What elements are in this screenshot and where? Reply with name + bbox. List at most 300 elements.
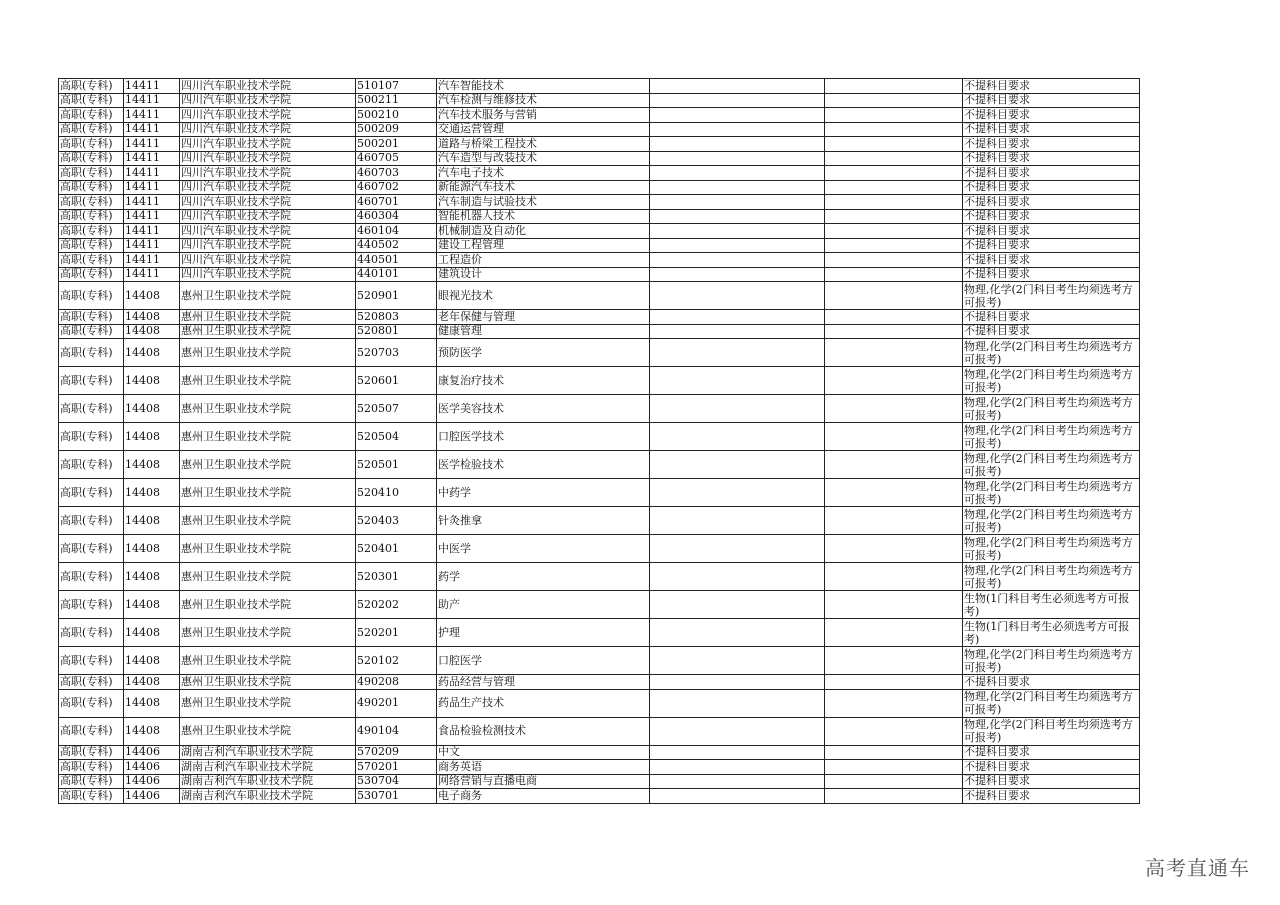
major-name-cell: 康复治疗技术 xyxy=(437,367,650,395)
table-row xyxy=(59,774,1140,789)
table-row xyxy=(59,789,1140,804)
table-row xyxy=(59,689,1140,717)
table-row xyxy=(59,324,1140,339)
major-code-cell: 490201 xyxy=(356,689,437,717)
level-cell: 高职(专科) xyxy=(59,745,124,760)
school-name-cell: 四川汽车职业技术学院 xyxy=(180,137,356,152)
school-name-cell: 四川汽车职业技术学院 xyxy=(180,122,356,137)
blank-cell xyxy=(825,93,963,108)
major-name-cell: 眼视光技术 xyxy=(437,282,650,310)
blank-cell xyxy=(650,310,825,325)
subject-requirement-cell: 不提科目要求 xyxy=(963,79,1140,94)
school-name-cell: 湖南吉利汽车职业技术学院 xyxy=(180,789,356,804)
table-row xyxy=(59,647,1140,675)
school-code-cell: 14411 xyxy=(124,166,180,181)
level-cell: 高职(专科) xyxy=(59,717,124,745)
school-name-cell: 惠州卫生职业技术学院 xyxy=(180,563,356,591)
level-cell: 高职(专科) xyxy=(59,563,124,591)
blank-cell xyxy=(825,238,963,253)
level-cell: 高职(专科) xyxy=(59,367,124,395)
table-row xyxy=(59,238,1140,253)
blank-cell xyxy=(650,423,825,451)
subject-requirement-cell: 物理,化学(2门科目考生均须选考方可报考) xyxy=(963,395,1140,423)
blank-cell xyxy=(650,122,825,137)
school-name-cell: 惠州卫生职业技术学院 xyxy=(180,689,356,717)
blank-cell xyxy=(825,774,963,789)
major-code-cell: 460104 xyxy=(356,224,437,239)
blank-cell xyxy=(650,151,825,166)
school-name-cell: 四川汽车职业技术学院 xyxy=(180,267,356,282)
major-code-cell: 460702 xyxy=(356,180,437,195)
level-cell: 高职(专科) xyxy=(59,423,124,451)
major-code-cell: 460304 xyxy=(356,209,437,224)
blank-cell xyxy=(825,535,963,563)
school-name-cell: 四川汽车职业技术学院 xyxy=(180,93,356,108)
subject-requirement-cell: 不提科目要求 xyxy=(963,745,1140,760)
school-name-cell: 惠州卫生职业技术学院 xyxy=(180,395,356,423)
major-name-cell: 网络营销与直播电商 xyxy=(437,774,650,789)
blank-cell xyxy=(825,563,963,591)
school-name-cell: 四川汽车职业技术学院 xyxy=(180,195,356,210)
table-row xyxy=(59,760,1140,775)
blank-cell xyxy=(825,137,963,152)
school-code-cell: 14411 xyxy=(124,180,180,195)
blank-cell xyxy=(650,195,825,210)
blank-cell xyxy=(650,108,825,123)
major-name-cell: 商务英语 xyxy=(437,760,650,775)
school-name-cell: 惠州卫生职业技术学院 xyxy=(180,647,356,675)
school-name-cell: 湖南吉利汽车职业技术学院 xyxy=(180,760,356,775)
level-cell: 高职(专科) xyxy=(59,760,124,775)
school-code-cell: 14408 xyxy=(124,563,180,591)
school-name-cell: 四川汽车职业技术学院 xyxy=(180,166,356,181)
major-name-cell: 交通运营管理 xyxy=(437,122,650,137)
blank-cell xyxy=(650,282,825,310)
blank-cell xyxy=(650,93,825,108)
subject-requirement-cell: 不提科目要求 xyxy=(963,166,1140,181)
major-code-cell: 520501 xyxy=(356,451,437,479)
subject-requirement-cell: 不提科目要求 xyxy=(963,238,1140,253)
level-cell: 高职(专科) xyxy=(59,282,124,310)
school-name-cell: 湖南吉利汽车职业技术学院 xyxy=(180,774,356,789)
school-name-cell: 惠州卫生职业技术学院 xyxy=(180,675,356,690)
major-code-cell: 520301 xyxy=(356,563,437,591)
blank-cell xyxy=(825,689,963,717)
school-code-cell: 14408 xyxy=(124,451,180,479)
major-name-cell: 电子商务 xyxy=(437,789,650,804)
blank-cell xyxy=(825,79,963,94)
school-code-cell: 14411 xyxy=(124,209,180,224)
subject-requirement-cell: 物理,化学(2门科目考生均须选考方可报考) xyxy=(963,563,1140,591)
school-code-cell: 14408 xyxy=(124,479,180,507)
blank-cell xyxy=(650,675,825,690)
blank-cell xyxy=(650,591,825,619)
school-name-cell: 四川汽车职业技术学院 xyxy=(180,180,356,195)
school-code-cell: 14408 xyxy=(124,339,180,367)
blank-cell xyxy=(825,647,963,675)
school-code-cell: 14411 xyxy=(124,137,180,152)
blank-cell xyxy=(825,195,963,210)
blank-cell xyxy=(650,209,825,224)
major-name-cell: 道路与桥梁工程技术 xyxy=(437,137,650,152)
blank-cell xyxy=(650,367,825,395)
table-row xyxy=(59,166,1140,181)
blank-cell xyxy=(650,451,825,479)
level-cell: 高职(专科) xyxy=(59,774,124,789)
blank-cell xyxy=(825,789,963,804)
blank-cell xyxy=(650,507,825,535)
table-row xyxy=(59,195,1140,210)
blank-cell xyxy=(650,238,825,253)
school-name-cell: 惠州卫生职业技术学院 xyxy=(180,717,356,745)
subject-requirement-cell: 不提科目要求 xyxy=(963,151,1140,166)
school-name-cell: 惠州卫生职业技术学院 xyxy=(180,423,356,451)
table-row xyxy=(59,507,1140,535)
major-code-cell: 520601 xyxy=(356,367,437,395)
table-row xyxy=(59,267,1140,282)
school-name-cell: 惠州卫生职业技术学院 xyxy=(180,324,356,339)
level-cell: 高职(专科) xyxy=(59,789,124,804)
school-code-cell: 14408 xyxy=(124,717,180,745)
level-cell: 高职(专科) xyxy=(59,151,124,166)
school-name-cell: 四川汽车职业技术学院 xyxy=(180,151,356,166)
blank-cell xyxy=(825,253,963,268)
blank-cell xyxy=(650,789,825,804)
level-cell: 高职(专科) xyxy=(59,310,124,325)
major-name-cell: 汽车制造与试验技术 xyxy=(437,195,650,210)
major-name-cell: 预防医学 xyxy=(437,339,650,367)
major-name-cell: 新能源汽车技术 xyxy=(437,180,650,195)
level-cell: 高职(专科) xyxy=(59,137,124,152)
level-cell: 高职(专科) xyxy=(59,324,124,339)
major-name-cell: 健康管理 xyxy=(437,324,650,339)
school-code-cell: 14408 xyxy=(124,619,180,647)
level-cell: 高职(专科) xyxy=(59,675,124,690)
major-code-cell: 520504 xyxy=(356,423,437,451)
school-code-cell: 14408 xyxy=(124,689,180,717)
school-name-cell: 四川汽车职业技术学院 xyxy=(180,108,356,123)
major-code-cell: 520410 xyxy=(356,479,437,507)
blank-cell xyxy=(650,647,825,675)
blank-cell xyxy=(650,253,825,268)
major-name-cell: 机械制造及自动化 xyxy=(437,224,650,239)
major-code-cell: 570201 xyxy=(356,760,437,775)
table-row xyxy=(59,151,1140,166)
major-name-cell: 汽车智能技术 xyxy=(437,79,650,94)
level-cell: 高职(专科) xyxy=(59,339,124,367)
major-name-cell: 针灸推拿 xyxy=(437,507,650,535)
table-row xyxy=(59,224,1140,239)
table-row xyxy=(59,209,1140,224)
major-code-cell: 520102 xyxy=(356,647,437,675)
subject-requirement-cell: 不提科目要求 xyxy=(963,324,1140,339)
table-row xyxy=(59,717,1140,745)
blank-cell xyxy=(825,367,963,395)
level-cell: 高职(专科) xyxy=(59,93,124,108)
table-row xyxy=(59,535,1140,563)
school-name-cell: 惠州卫生职业技术学院 xyxy=(180,479,356,507)
blank-cell xyxy=(650,774,825,789)
school-name-cell: 惠州卫生职业技术学院 xyxy=(180,507,356,535)
school-code-cell: 14408 xyxy=(124,310,180,325)
major-name-cell: 药品生产技术 xyxy=(437,689,650,717)
school-code-cell: 14411 xyxy=(124,108,180,123)
subject-requirement-cell: 生物(1门科目考生必须选考方可报考) xyxy=(963,619,1140,647)
table-row xyxy=(59,339,1140,367)
subject-requirement-cell: 物理,化学(2门科目考生均须选考方可报考) xyxy=(963,717,1140,745)
level-cell: 高职(专科) xyxy=(59,122,124,137)
blank-cell xyxy=(650,267,825,282)
major-code-cell: 520202 xyxy=(356,591,437,619)
level-cell: 高职(专科) xyxy=(59,209,124,224)
subject-requirement-cell: 不提科目要求 xyxy=(963,209,1140,224)
major-code-cell: 460703 xyxy=(356,166,437,181)
subject-requirement-cell: 不提科目要求 xyxy=(963,675,1140,690)
major-name-cell: 建设工程管理 xyxy=(437,238,650,253)
subject-requirement-cell: 不提科目要求 xyxy=(963,93,1140,108)
table-row xyxy=(59,137,1140,152)
blank-cell xyxy=(825,180,963,195)
subject-requirement-cell: 物理,化学(2门科目考生均须选考方可报考) xyxy=(963,689,1140,717)
major-code-cell: 520201 xyxy=(356,619,437,647)
subject-requirement-cell: 物理,化学(2门科目考生均须选考方可报考) xyxy=(963,507,1140,535)
major-name-cell: 医学美容技术 xyxy=(437,395,650,423)
school-code-cell: 14408 xyxy=(124,395,180,423)
school-name-cell: 惠州卫生职业技术学院 xyxy=(180,591,356,619)
admission-table xyxy=(58,78,1140,804)
table-row xyxy=(59,367,1140,395)
blank-cell xyxy=(825,122,963,137)
major-code-cell: 520803 xyxy=(356,310,437,325)
major-name-cell: 工程造价 xyxy=(437,253,650,268)
level-cell: 高职(专科) xyxy=(59,79,124,94)
major-name-cell: 食品检验检测技术 xyxy=(437,717,650,745)
level-cell: 高职(专科) xyxy=(59,591,124,619)
subject-requirement-cell: 物理,化学(2门科目考生均须选考方可报考) xyxy=(963,423,1140,451)
school-name-cell: 四川汽车职业技术学院 xyxy=(180,209,356,224)
school-name-cell: 惠州卫生职业技术学院 xyxy=(180,339,356,367)
school-name-cell: 湖南吉利汽车职业技术学院 xyxy=(180,745,356,760)
major-code-cell: 520703 xyxy=(356,339,437,367)
school-code-cell: 14408 xyxy=(124,647,180,675)
major-name-cell: 汽车检测与维修技术 xyxy=(437,93,650,108)
blank-cell xyxy=(650,180,825,195)
level-cell: 高职(专科) xyxy=(59,238,124,253)
major-code-cell: 440101 xyxy=(356,267,437,282)
table-row xyxy=(59,395,1140,423)
blank-cell xyxy=(825,324,963,339)
blank-cell xyxy=(650,339,825,367)
blank-cell xyxy=(650,535,825,563)
blank-cell xyxy=(825,423,963,451)
subject-requirement-cell: 物理,化学(2门科目考生均须选考方可报考) xyxy=(963,339,1140,367)
subject-requirement-cell: 不提科目要求 xyxy=(963,122,1140,137)
subject-requirement-cell: 不提科目要求 xyxy=(963,180,1140,195)
blank-cell xyxy=(825,151,963,166)
major-code-cell: 530701 xyxy=(356,789,437,804)
subject-requirement-cell: 物理,化学(2门科目考生均须选考方可报考) xyxy=(963,535,1140,563)
table-row xyxy=(59,310,1140,325)
blank-cell xyxy=(825,675,963,690)
blank-cell xyxy=(825,108,963,123)
blank-cell xyxy=(650,79,825,94)
subject-requirement-cell: 物理,化学(2门科目考生均须选考方可报考) xyxy=(963,451,1140,479)
subject-requirement-cell: 不提科目要求 xyxy=(963,789,1140,804)
table-row xyxy=(59,253,1140,268)
major-name-cell: 药品经营与管理 xyxy=(437,675,650,690)
school-name-cell: 四川汽车职业技术学院 xyxy=(180,238,356,253)
major-code-cell: 520403 xyxy=(356,507,437,535)
major-name-cell: 中文 xyxy=(437,745,650,760)
school-name-cell: 四川汽车职业技术学院 xyxy=(180,79,356,94)
subject-requirement-cell: 不提科目要求 xyxy=(963,267,1140,282)
table-row xyxy=(59,93,1140,108)
major-name-cell: 汽车技术服务与营销 xyxy=(437,108,650,123)
table-row xyxy=(59,282,1140,310)
school-code-cell: 14408 xyxy=(124,367,180,395)
table-row xyxy=(59,122,1140,137)
level-cell: 高职(专科) xyxy=(59,224,124,239)
level-cell: 高职(专科) xyxy=(59,267,124,282)
major-name-cell: 建筑设计 xyxy=(437,267,650,282)
level-cell: 高职(专科) xyxy=(59,180,124,195)
subject-requirement-cell: 物理,化学(2门科目考生均须选考方可报考) xyxy=(963,282,1140,310)
school-name-cell: 惠州卫生职业技术学院 xyxy=(180,451,356,479)
school-code-cell: 14406 xyxy=(124,745,180,760)
major-code-cell: 500210 xyxy=(356,108,437,123)
level-cell: 高职(专科) xyxy=(59,195,124,210)
blank-cell xyxy=(650,619,825,647)
major-code-cell: 500201 xyxy=(356,137,437,152)
major-name-cell: 老年保健与管理 xyxy=(437,310,650,325)
major-code-cell: 440502 xyxy=(356,238,437,253)
level-cell: 高职(专科) xyxy=(59,535,124,563)
blank-cell xyxy=(650,137,825,152)
level-cell: 高职(专科) xyxy=(59,647,124,675)
school-code-cell: 14408 xyxy=(124,591,180,619)
major-code-cell: 520401 xyxy=(356,535,437,563)
blank-cell xyxy=(650,479,825,507)
table-row xyxy=(59,563,1140,591)
subject-requirement-cell: 物理,化学(2门科目考生均须选考方可报考) xyxy=(963,367,1140,395)
major-code-cell: 500209 xyxy=(356,122,437,137)
major-code-cell: 460701 xyxy=(356,195,437,210)
table-body xyxy=(59,79,1140,804)
level-cell: 高职(专科) xyxy=(59,451,124,479)
school-code-cell: 14411 xyxy=(124,238,180,253)
table-row xyxy=(59,675,1140,690)
subject-requirement-cell: 不提科目要求 xyxy=(963,108,1140,123)
major-code-cell: 510107 xyxy=(356,79,437,94)
major-name-cell: 智能机器人技术 xyxy=(437,209,650,224)
blank-cell xyxy=(650,760,825,775)
school-code-cell: 14408 xyxy=(124,535,180,563)
blank-cell xyxy=(825,395,963,423)
subject-requirement-cell: 不提科目要求 xyxy=(963,774,1140,789)
level-cell: 高职(专科) xyxy=(59,395,124,423)
school-name-cell: 惠州卫生职业技术学院 xyxy=(180,619,356,647)
watermark-text: 高考直通车 xyxy=(1145,856,1250,880)
blank-cell xyxy=(825,166,963,181)
school-code-cell: 14408 xyxy=(124,675,180,690)
school-code-cell: 14406 xyxy=(124,774,180,789)
major-name-cell: 中药学 xyxy=(437,479,650,507)
major-name-cell: 助产 xyxy=(437,591,650,619)
table-row xyxy=(59,745,1140,760)
subject-requirement-cell: 物理,化学(2门科目考生均须选考方可报考) xyxy=(963,647,1140,675)
blank-cell xyxy=(825,310,963,325)
blank-cell xyxy=(825,591,963,619)
blank-cell xyxy=(650,689,825,717)
school-name-cell: 惠州卫生职业技术学院 xyxy=(180,310,356,325)
major-code-cell: 520507 xyxy=(356,395,437,423)
blank-cell xyxy=(650,717,825,745)
level-cell: 高职(专科) xyxy=(59,507,124,535)
blank-cell xyxy=(650,324,825,339)
blank-cell xyxy=(825,224,963,239)
subject-requirement-cell: 物理,化学(2门科目考生均须选考方可报考) xyxy=(963,479,1140,507)
blank-cell xyxy=(650,395,825,423)
major-code-cell: 520801 xyxy=(356,324,437,339)
major-name-cell: 汽车电子技术 xyxy=(437,166,650,181)
table-row xyxy=(59,79,1140,94)
school-code-cell: 14411 xyxy=(124,224,180,239)
school-code-cell: 14411 xyxy=(124,267,180,282)
school-code-cell: 14411 xyxy=(124,122,180,137)
blank-cell xyxy=(650,166,825,181)
blank-cell xyxy=(825,209,963,224)
blank-cell xyxy=(825,760,963,775)
major-code-cell: 490104 xyxy=(356,717,437,745)
school-code-cell: 14408 xyxy=(124,507,180,535)
school-name-cell: 四川汽车职业技术学院 xyxy=(180,224,356,239)
subject-requirement-cell: 不提科目要求 xyxy=(963,195,1140,210)
blank-cell xyxy=(825,282,963,310)
subject-requirement-cell: 不提科目要求 xyxy=(963,224,1140,239)
major-code-cell: 500211 xyxy=(356,93,437,108)
school-code-cell: 14411 xyxy=(124,195,180,210)
level-cell: 高职(专科) xyxy=(59,689,124,717)
major-code-cell: 520901 xyxy=(356,282,437,310)
blank-cell xyxy=(825,267,963,282)
school-code-cell: 14408 xyxy=(124,324,180,339)
table-row xyxy=(59,619,1140,647)
level-cell: 高职(专科) xyxy=(59,253,124,268)
major-name-cell: 口腔医学 xyxy=(437,647,650,675)
table-row xyxy=(59,451,1140,479)
blank-cell xyxy=(825,507,963,535)
table-row xyxy=(59,423,1140,451)
level-cell: 高职(专科) xyxy=(59,619,124,647)
major-name-cell: 中医学 xyxy=(437,535,650,563)
major-name-cell: 口腔医学技术 xyxy=(437,423,650,451)
blank-cell xyxy=(825,717,963,745)
school-code-cell: 14406 xyxy=(124,760,180,775)
major-code-cell: 440501 xyxy=(356,253,437,268)
major-name-cell: 汽车造型与改装技术 xyxy=(437,151,650,166)
blank-cell xyxy=(650,563,825,591)
blank-cell xyxy=(825,451,963,479)
blank-cell xyxy=(825,745,963,760)
major-code-cell: 460705 xyxy=(356,151,437,166)
level-cell: 高职(专科) xyxy=(59,108,124,123)
level-cell: 高职(专科) xyxy=(59,479,124,507)
table-row xyxy=(59,108,1140,123)
subject-requirement-cell: 不提科目要求 xyxy=(963,137,1140,152)
school-code-cell: 14411 xyxy=(124,151,180,166)
major-name-cell: 医学检验技术 xyxy=(437,451,650,479)
major-code-cell: 570209 xyxy=(356,745,437,760)
